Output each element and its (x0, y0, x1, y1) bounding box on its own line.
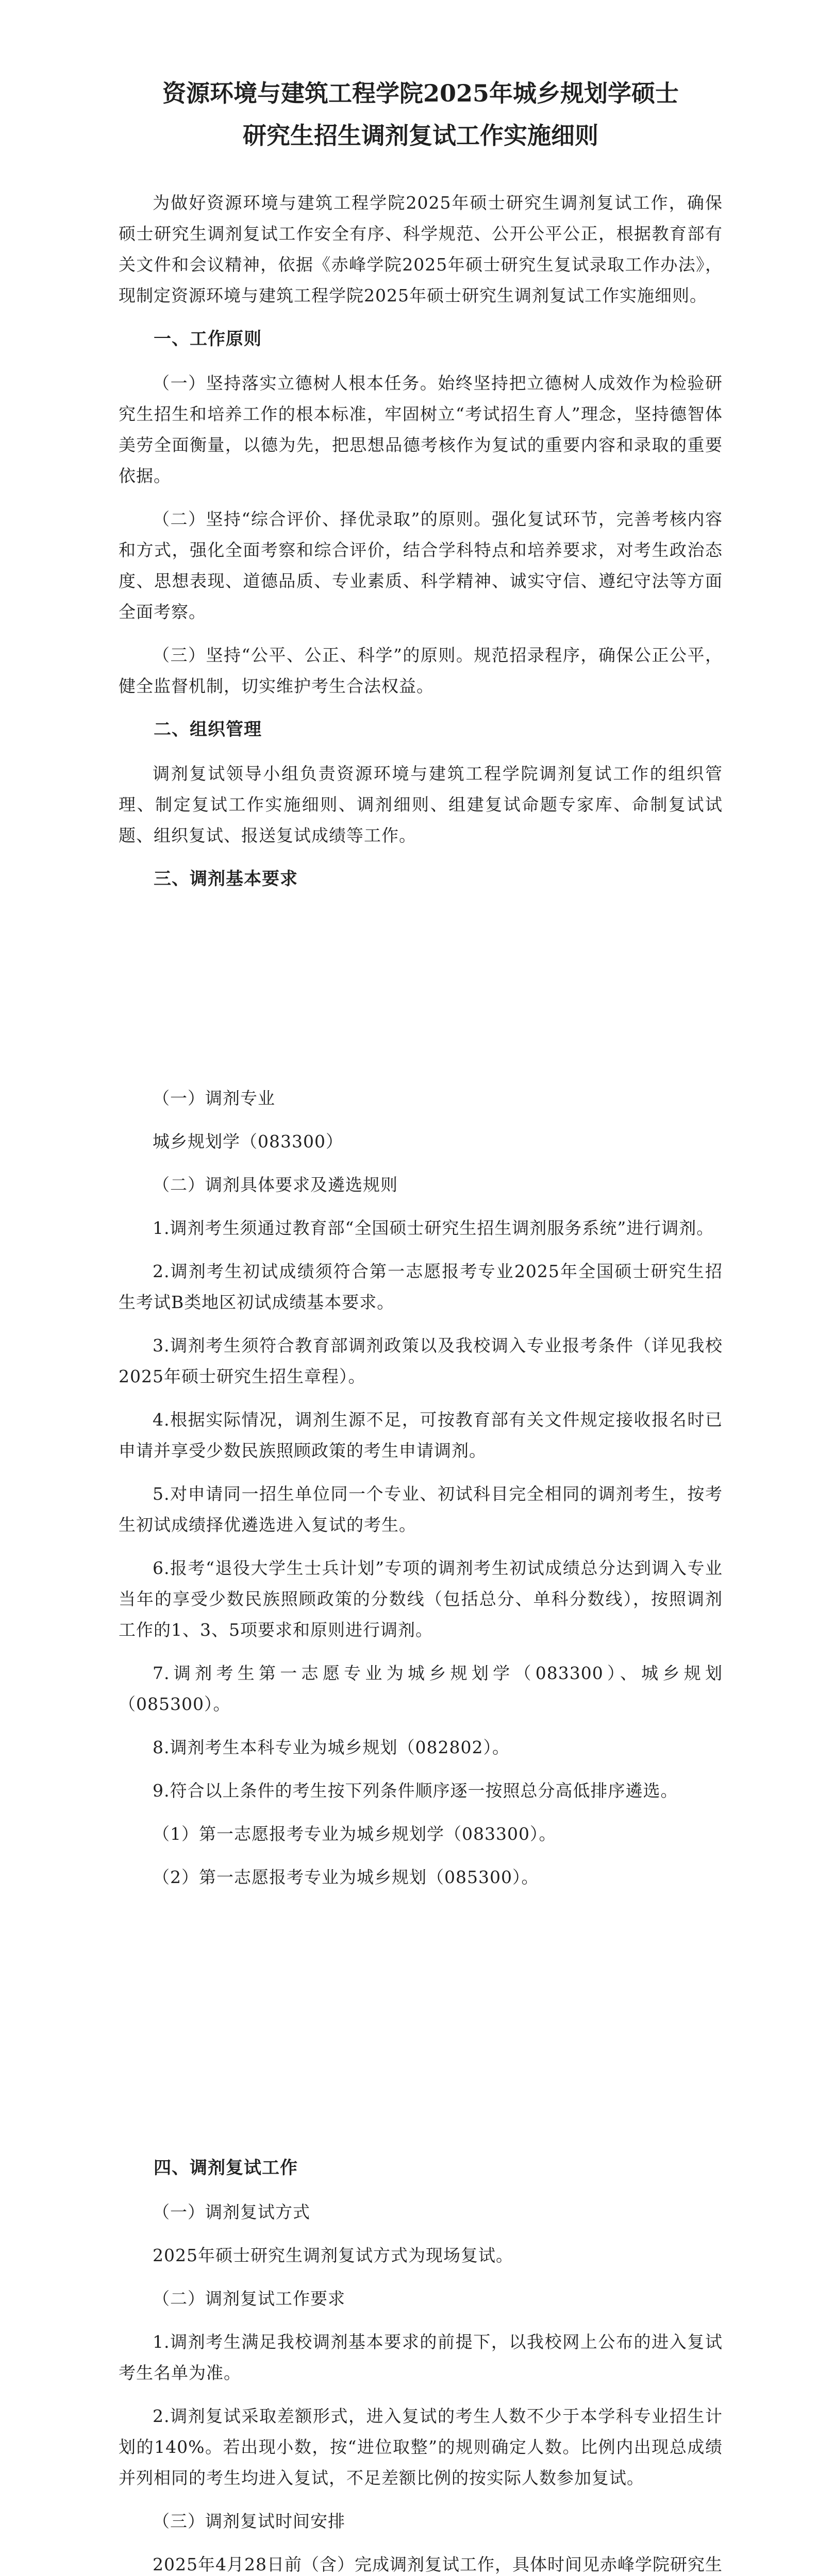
rule-item: 7.调剂考生第一志愿专业为城乡规划学（083300）、城乡规划（085300）。 (119, 1663, 723, 1714)
section-3-subheading-2: （二）调剂具体要求及遴选规则 (153, 1175, 398, 1195)
section-2-heading: 二、组织管理 (154, 719, 262, 740)
section-4-subheading-1: （一）调剂复试方式 (153, 2202, 310, 2222)
rule-item: 3.调剂考生须符合教育部调剂政策以及我校调入专业报考条件（详见我校2025年硕士研究生招生章程）。 (119, 1335, 723, 1386)
adjustment-major: 城乡规划学（083300） (153, 1131, 343, 1151)
title-line-1: 资源环境与建筑工程学院2025年城乡规划学硕士 (162, 79, 679, 107)
section-4-heading: 四、调剂复试工作 (154, 2158, 298, 2178)
rule-item: 1.调剂考生须通过教育部“全国硕士研究生招生调剂服务系统”进行调剂。 (153, 1218, 714, 1238)
section-4-subheading-3: （三）调剂复试时间安排 (153, 2511, 345, 2531)
blank-space (119, 1905, 723, 2153)
title-line-2: 研究生招生调剂复试工作实施细则 (243, 122, 598, 149)
requirement-2: 2.调剂复试采取差额形式，进入复试的考生人数不少于本学科专业招生计划的140%。若出现小数，按“进位取整”的规则确定人数。比例内出现总成绩并列相同的考生均进入复试，不足差额比例的按实际人数参加复试。 (119, 2406, 723, 2488)
section-1-heading: 一、工作原则 (154, 329, 262, 349)
section-3-subheading-1: （一）调剂专业 (153, 1088, 275, 1108)
section-1-paragraph-3: （三）坚持“公平、公正、科学”的原则。规范招录程序，确保公正公平，健全监督机制，切实维护考生合法权益。 (119, 645, 723, 696)
requirement-1: 1.调剂考生满足我校调剂基本要求的前提下，以我校网上公布的进入复试考生名单为准。 (119, 2332, 723, 2383)
blank-space (119, 908, 723, 1083)
document-title (119, 72, 723, 157)
order-item: （2）第一志愿报考专业为城乡规划（085300）。 (153, 1867, 539, 1887)
retest-mode: 2025年硕士研究生调剂复试方式为现场复试。 (153, 2245, 513, 2265)
intro-paragraph: 为做好资源环境与建筑工程学院2025年硕士研究生调剂复试工作，确保硕士研究生调剂复试工作安全有序、科学规范、公开公平公正，根据教育部有关文件和会议精神，依据《赤峰学院2025年硕士研究生复试录取工作办法》，现制定资源环境与建筑工程学院2025年硕士研究生调剂复试工作实施细则。 (119, 193, 723, 306)
rule-item: 4.根据实际情况，调剂生源不足，可按教育部有关文件规定接收报名时已申请并享受少数民族照顾政策的考生申请调剂。 (119, 1410, 723, 1461)
section-1-paragraph-2: （二）坚持“综合评价、择优录取”的原则。强化复试环节，完善考核内容和方式，强化全面考察和综合评价，结合学科特点和培养要求，对考生政治态度、思想表现、道德品质、专业素质、科学精神、诚实守信、遵纪守法等方面全面考察。 (119, 509, 723, 622)
rule-item: 8.调剂考生本科专业为城乡规划（082802）。 (153, 1737, 510, 1757)
rule-item: 6.报考“退役大学生士兵计划”专项的调剂考生初试成绩总分达到调入专业当年的享受少数民族照顾政策的分数线（包括总分、单科分数线），按照调剂工作的1、3、5项要求和原则进行调剂。 (119, 1558, 723, 1640)
order-item: （1）第一志愿报考专业为城乡规划学（083300）。 (153, 1824, 557, 1844)
retest-time: 2025年4月28日前（含）完成调剂复试工作，具体时间见赤峰学院研究生 (153, 2554, 723, 2574)
section-4-subheading-2: （二）调剂复试工作要求 (153, 2289, 345, 2309)
rule-item: 9.符合以上条件的考生按下列条件顺序逐一按照总分高低排序遴选。 (153, 1781, 678, 1801)
section-1-paragraph-1: （一）坚持落实立德树人根本任务。始终坚持把立德树人成效作为检验研究生招生和培养工作的根本标准，牢固树立“考试招生育人”理念，坚持德智体美劳全面衡量，以德为先，把思想品德考核作为复试的重要内容和录取的重要依据。 (119, 373, 723, 486)
rule-item: 2.调剂考生初试成绩须符合第一志愿报考专业2025年全国硕士研究生招生考试B类地区初试成绩基本要求。 (119, 1261, 723, 1312)
section-2-paragraph-1: 调剂复试领导小组负责资源环境与建筑工程学院调剂复试工作的组织管理、制定复试工作实施细则、调剂细则、组建复试命题专家库、命制复试试题、组织复试、报送复试成绩等工作。 (119, 764, 723, 845)
rule-item: 5.对申请同一招生单位同一个专业、初试科目完全相同的调剂考生，按考生初试成绩择优遴选进入复试的考生。 (119, 1484, 723, 1535)
section-3-heading: 三、调剂基本要求 (154, 869, 298, 889)
